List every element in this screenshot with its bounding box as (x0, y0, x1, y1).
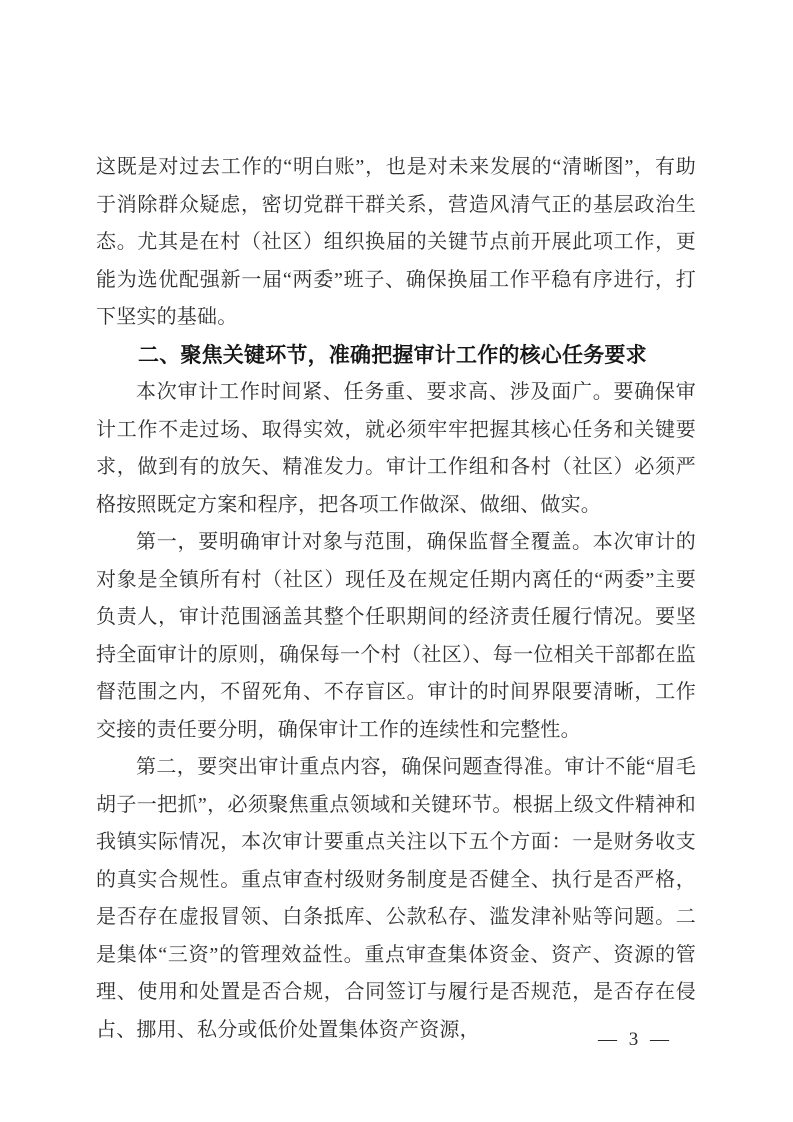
paragraph-task-overview: 本次审计工作时间紧、任务重、要求高、涉及面广。要确保审计工作不走过场、取得实效，就必须牢牢把握其核心任务和关键要求，做到有的放矢、精准发力。审计工作组和各村（社区）必须严格按照既定方案和程序，把各项工作做深、做细、做实。 (96, 381, 696, 516)
paragraph-first-point: 第一，要明确审计对象与范围，确保监督全覆盖。本次审计的对象是全镇所有村（社区）现任及在规定任期内离任的“两委”主要负责人，审计范围涵盖其整个任职期间的经济责任履行情况。要坚持全面审计的原则，确保每一个村（社区）、每一位相关干部都在监督范围之内，不留死角、不存盲区。审计的时间界限要清晰，工作交接的责任要分明，确保审计工作的连续性和完整性。 (96, 531, 696, 741)
document-body (96, 149, 696, 1049)
paragraph-opening-continuation: 这既是对过去工作的“明白账”，也是对未来发展的“清晰图”，有助于消除群众疑虑，密切党群干群关系，营造风清气正的基层政治生态。尤其是在村（社区）组织换届的关键节点前开展此项工作，更能为选优配强新一届“两委”班子、确保换届工作平稳有序进行，打下坚实的基础。 (96, 156, 696, 328)
paragraph-second-point: 第二，要突出审计重点内容，确保问题查得准。审计不能“眉毛胡子一把抓”，必须聚焦重点领域和关键环节。根据上级文件精神和我镇实际情况，本次审计要重点关注以下五个方面：一是财务收支的真实合规性。重点审查村级财务制度是否健全、执行是否严格，是否存在虚报冒领、白条抵库、公款私存、滥发津补贴等问题。二是集体“三资”的管理效益性。重点审查集体资金、资产、资源的管理、使用和处置是否合规，合同签订与履行是否规范，是否存在侵占、挪用、私分或低价处置集体资产资源， (96, 756, 696, 1041)
section-heading: 二、聚焦关键环节，准确把握审计工作的核心任务要求 (138, 343, 647, 367)
page-number: — 3 — (598, 1029, 669, 1050)
